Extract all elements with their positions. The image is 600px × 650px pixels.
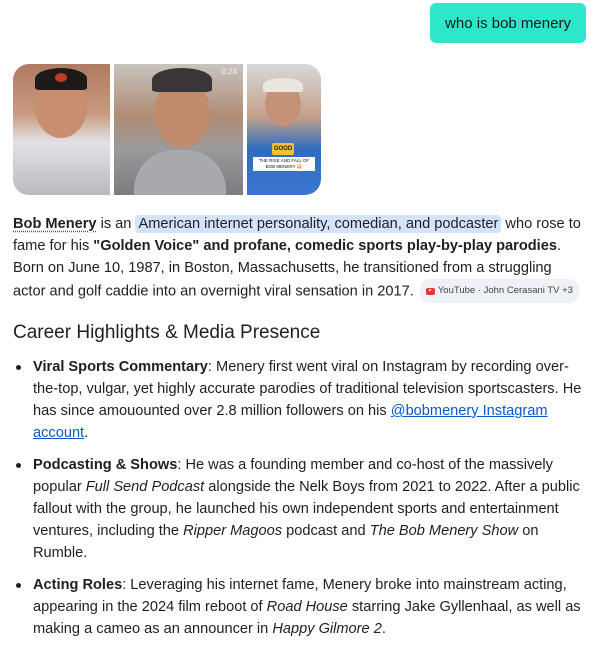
video-caption: THE RISE AND FALL OF BOB MENERY 😳 (253, 157, 315, 171)
item-text: on Rumble. (33, 523, 539, 561)
item-label: Viral Sports Commentary (33, 359, 208, 375)
summary-text: is an (96, 216, 136, 232)
item-text: : He was a founding member and co-host of the massively popular (33, 457, 553, 495)
source-chip[interactable] (420, 279, 579, 303)
image-carousel (13, 64, 321, 195)
instagram-account-link[interactable]: @bobmenery Instagram account (33, 403, 548, 441)
item-text: alongside the Nelk Boys from 2021 to 2022. After a public fallout with the group, he launched his own independent sports and entertainment ventures, including the (33, 479, 580, 539)
section-heading: Career Highlights & Media Presence (13, 322, 321, 343)
list-item (13, 356, 585, 444)
user-query-text: who is bob menery (445, 14, 571, 32)
image-thumbnail-1[interactable] (13, 64, 110, 195)
highlighted-phrase[interactable]: American internet personality, comedian, and podcaster (135, 215, 501, 233)
highlights-list (13, 356, 585, 650)
brand-logo-text: GOOD (273, 146, 293, 152)
list-item (13, 574, 585, 640)
item-label: Acting Roles (33, 577, 123, 593)
video-duration: 0:24 (221, 67, 237, 76)
item-text: . (381, 621, 386, 637)
item-title: Full Send Podcast (85, 479, 205, 495)
entity-name[interactable]: Bob Menery (13, 216, 97, 232)
youtube-icon (426, 288, 435, 295)
image-thumbnail-2[interactable] (114, 64, 243, 195)
item-title: Happy Gilmore 2 (272, 621, 382, 637)
item-label: Podcasting & Shows (33, 457, 178, 473)
image-thumbnail-3[interactable] (247, 64, 321, 195)
summary-bold-text: "Golden Voice" and profane, comedic sports play-by-play parodies (93, 238, 557, 254)
user-query-bubble (430, 3, 586, 43)
cap-shape (263, 78, 303, 92)
summary-text: . Born on June 10, 1987, in Boston, Massachusetts, he transitioned from a struggling actor and golf caddie into an overnight viral sensation in 2017. (13, 238, 562, 300)
item-text: : Leveraging his internet fame, Menery broke into mainstream acting, appearing in the 2024 film reboot of (33, 577, 567, 615)
list-item (13, 454, 585, 564)
summary-paragraph (13, 213, 583, 303)
item-text: . (84, 425, 89, 441)
summary-text: who rose to fame for his (13, 216, 581, 254)
source-chip-label: YouTube · John Cerasani TV +3 (437, 285, 573, 296)
cap-shape (152, 68, 212, 92)
item-title: The Bob Menery Show (369, 523, 519, 539)
item-text: starring Jake Gyllenhaal, as well as making a cameo as an announcer in (33, 599, 581, 637)
hoodie-shape (134, 150, 226, 195)
item-title: Road House (266, 599, 348, 615)
item-text: : Menery first went viral on Instagram by recording over-the-top, vulgar, yet highly accurate parodies of traditional television sportscasters. He has since amouounted over 2.8 million followers on his (33, 359, 582, 419)
item-title: Ripper Magoos (183, 523, 283, 539)
brand-logo (272, 143, 294, 155)
team-logo-icon (55, 73, 67, 82)
item-text: podcast and (282, 523, 370, 539)
